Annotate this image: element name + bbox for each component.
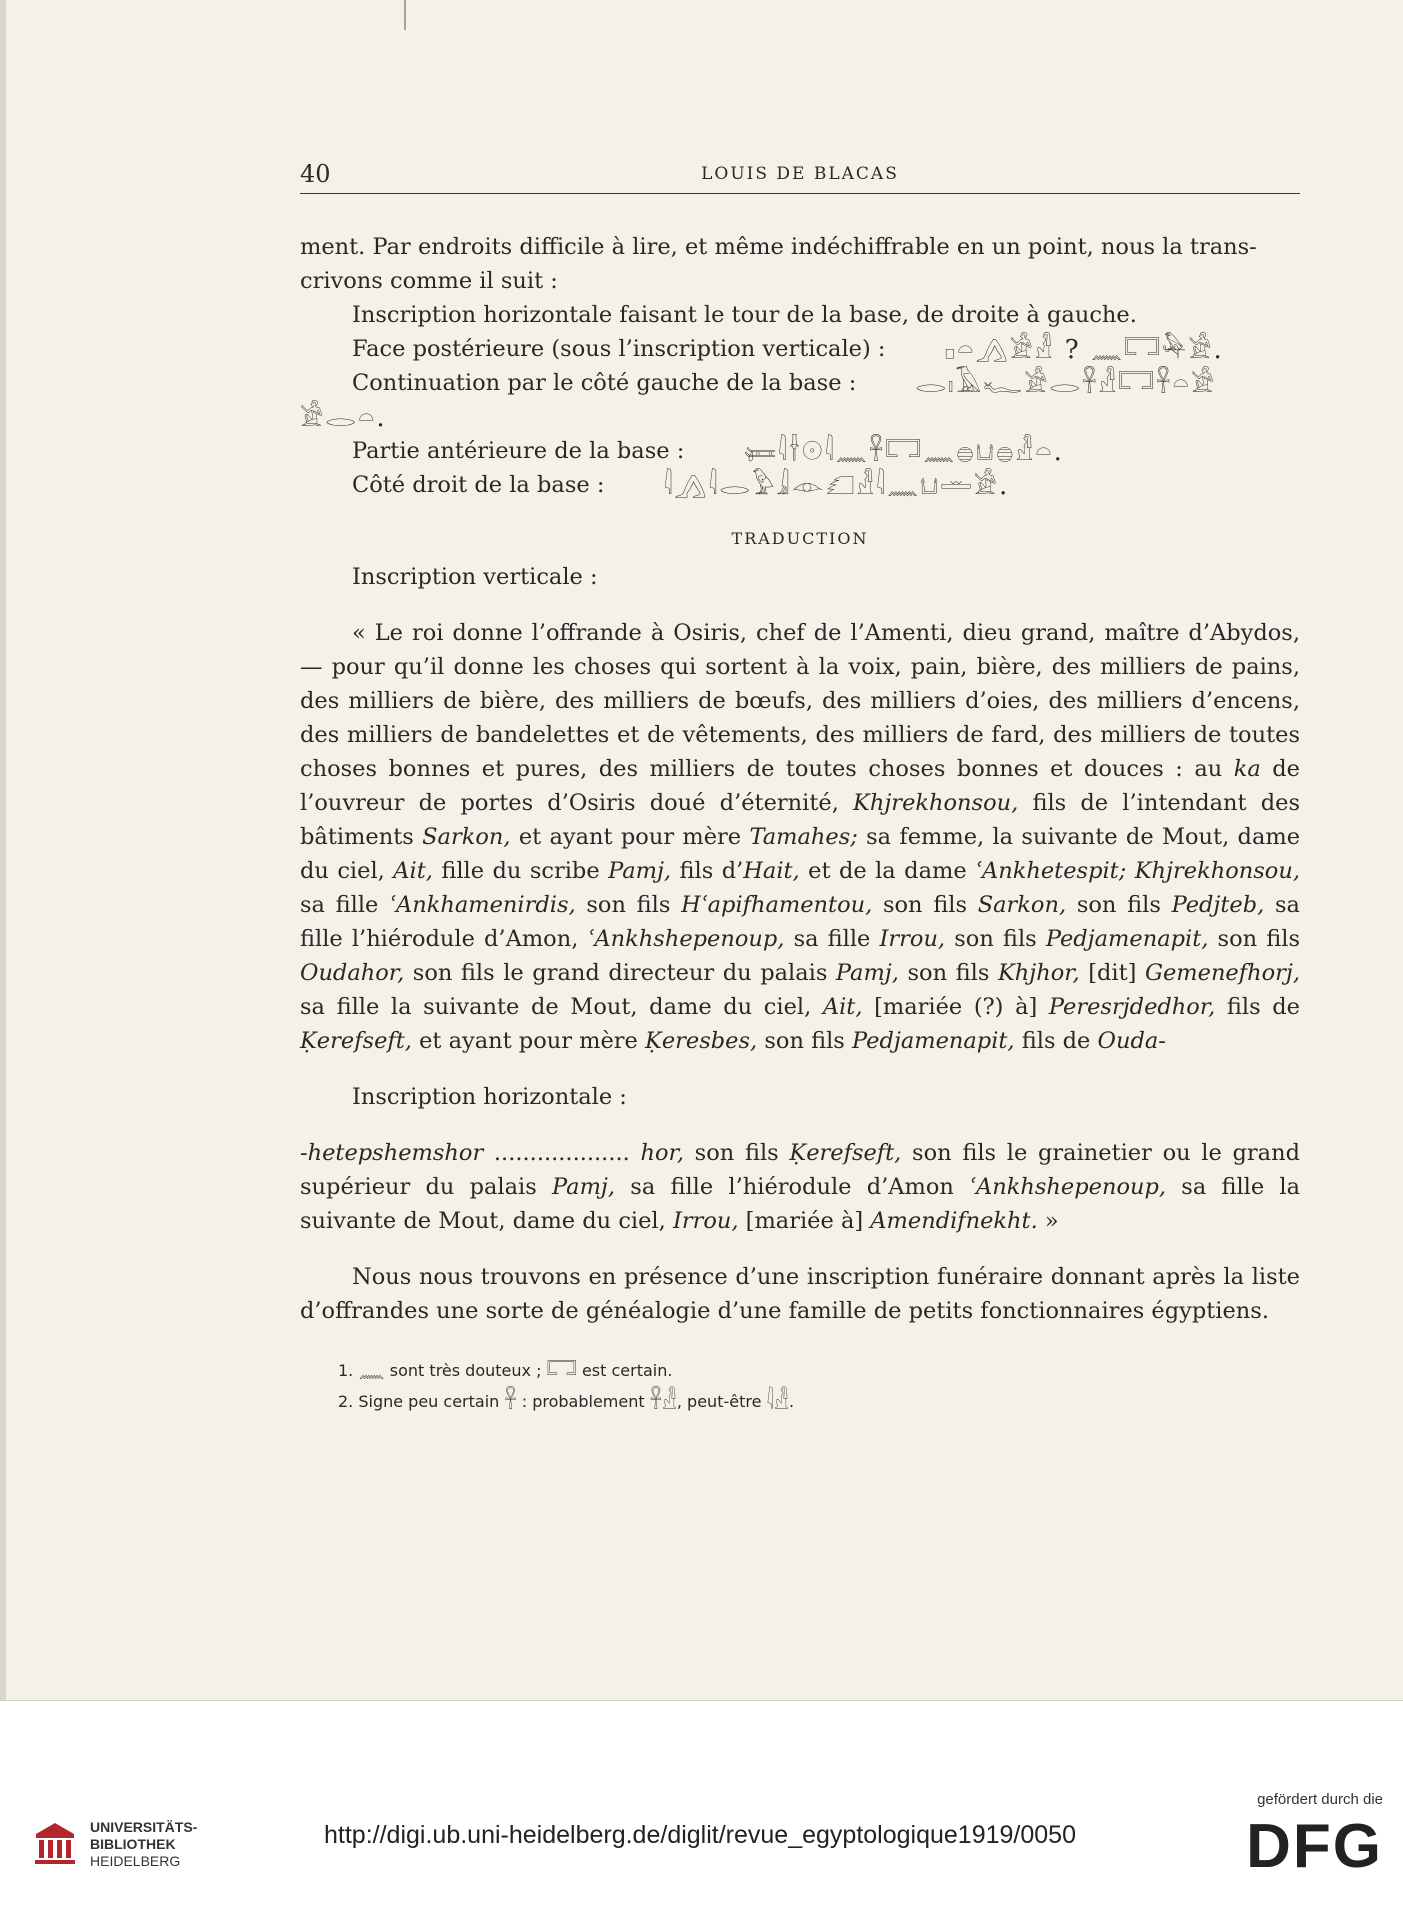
text-run: son fils [683,1140,790,1166]
header-rule [300,193,1300,194]
verticale-heading: Inscription verticale : [352,564,598,590]
person-name: Ait, [822,994,863,1020]
continuation-label: Continuation par le côté gauche de la base : [352,370,857,396]
dfg-logo[interactable]: DFG [1246,1812,1383,1881]
text-run: : probablement [516,1391,650,1411]
person-name: Pamj, [835,960,899,986]
intro-line-1: ment. Par endroits difficile à lire, et même indéchiffrable en un point, nous la trans- [300,234,1257,260]
anterieure-label: Partie antérieure de la base : [352,438,685,464]
hieroglyph-group: 𓇋𓂻𓇋𓂋𓅱𓇍𓁹𓆎𓁐𓇋𓈖𓂓𓏛𓀀. [663,471,1010,501]
page-edge [0,0,6,1700]
page-number: 40 [300,160,331,188]
person-name: ʿAnkhshepenoup, [587,926,785,952]
university-library-logo-icon[interactable] [30,1819,80,1869]
person-name: Khjhor, [997,960,1080,986]
text-run: et de la dame [799,858,976,884]
text-run: . [788,1391,795,1411]
text-run: fils de l’intendant des bâtiments [300,790,1300,850]
hieroglyph-sign: 𓇋𓁐 [766,1389,789,1414]
person-name: Hʿapifhamentou, [681,892,873,918]
permalink-url[interactable]: http://digi.ub.uni-heidelberg.de/diglit/revue_egyptologique1919/0050 [324,1821,1076,1849]
text-run: [dit] [1079,960,1145,986]
hieroglyph-sign: 𓋹𓁐 [649,1389,677,1414]
hieroglyph-group: 𓊪𓏏𓂻𓀀𓁐 ? 𓈖𓉐𓅆𓀀. [944,335,1224,365]
text-run: sa fille la suivante de Mout, dame du ciel, [300,1174,1301,1234]
person-name: Pamj, [608,858,672,884]
text-run: [mariée (?) à] [862,994,1049,1020]
text-run: sa fille l’hiérodule d’Amon, [300,892,1300,952]
binding-mark [404,0,406,30]
translation-paragraph [300,616,1300,1058]
continuation-tail [300,400,1300,434]
footnote-number: 2. [338,1391,354,1411]
person-name: -hetepshemshor [300,1140,484,1166]
hieroglyph-sign: 𓈖 [358,1358,385,1384]
footnote-2 [338,1387,1300,1418]
face-posterieure [300,332,1300,366]
text-run: sa fille [300,892,390,918]
inscription-heading: Inscription horizontale faisant le tour de la base, de droite à gauche. [352,302,1137,328]
text-run: sa fille la suivante de Mout, dame du ciel, [300,994,823,1020]
person-name: Irrou, [672,1208,739,1234]
text-run: son fils [575,892,682,918]
library-line: HEIDELBERG [90,1853,181,1869]
hieroglyph-sign: 𓉐 [546,1358,577,1384]
person-name: Pedjamenapit, [1045,926,1209,952]
text-run: est certain. [576,1361,673,1380]
text-run: son fils [1066,892,1172,918]
body-text [300,230,1300,1417]
text-run: de l’ouvreur de portes d’Osiris doué d’éternité, [300,756,1301,816]
person-name: Irrou, [879,926,946,952]
library-line: BIBLIOTHEK [90,1836,176,1852]
text-run: sa fille [784,926,880,952]
cote-droit [300,468,1300,502]
running-title: LOUIS DE BLACAS [701,164,899,184]
person-name: Hait, [743,858,800,884]
traduction-title: TRADUCTION [731,529,869,548]
person-name: Ḳeresbes, [645,1028,758,1054]
text-run: sa fille l’hiérodule d’Amon [615,1174,970,1200]
page-header [300,160,1300,190]
person-name: Khjrekhonsou, [853,790,1019,816]
text-run: fils de [1014,1028,1098,1054]
person-name: Peresrjdedhor, [1048,994,1216,1020]
text-run: [mariée à] [738,1208,871,1234]
text-run: sa femme, la suivante de Mout, dame du ciel, [300,824,1301,884]
hieroglyph-group: 𓀀𓂋𓏏. [300,403,387,433]
text-run: Signe peu certain [353,1391,505,1411]
text-run: et ayant pour mère [510,824,750,850]
viewer-footer [0,1700,1403,1909]
face-label: Face postérieure (sous l’inscription verticale) : [352,336,886,362]
person-name: Pamj, [552,1174,616,1200]
hieroglyph-sign: 𓋹 [504,1389,517,1414]
person-name: ʿAnkhamenirdis, [389,892,576,918]
footnote-1 [338,1356,1300,1387]
spacer [300,1058,1300,1080]
spacer [300,1238,1300,1260]
horizontale-heading: Inscription horizontale : [352,1084,627,1110]
text-run: « Le roi donne l’offrande à Osiris, chef de l’Amenti, dieu grand, maître d’Abydos, — pour qu’il donne les choses qui sortent à la voix, pain, bière, des milliers de pains, des milliers de bière, des milliers de bœufs, des milliers d’oies, des milliers d’encens, des milliers de bandelettes et de vêtements, des milliers de fard, des milliers de toutes choses bonnes et pures, des milliers de toutes choses bonnes et douces : au [300,620,1300,782]
person-name: Tamahes; [749,824,858,850]
person-name: Pedjamenapit, [852,1028,1015,1054]
text-run: et ayant pour mère [411,1028,646,1054]
text-run: sont très douteux ; [384,1361,547,1380]
intro-line-2: crivons comme il suit : [300,268,558,294]
person-name: ʿAnkhshepenoup, [969,1174,1167,1200]
person-name: Ḳerefseft, [300,1028,412,1054]
person-name: Pedjteb, [1171,892,1265,918]
text-run: fils de [1215,994,1300,1020]
text-run: fille du scribe [432,858,609,884]
text-run: » [1037,1208,1059,1234]
person-name: Amendifnekht. [870,1208,1038,1234]
spacer [300,594,1300,616]
person-name: Sarkon, [977,892,1067,918]
footnotes [300,1356,1300,1417]
library-name[interactable] [90,1819,197,1870]
funding-caption: gefördert durch die [1257,1791,1383,1808]
person-name: Gemenefhorj, [1145,960,1300,986]
library-line: UNIVERSITÄTS- [90,1819,198,1835]
person-name: hor, [640,1140,684,1166]
person-name: Khjrekhonsou, [1134,858,1300,884]
footnote-number: 1. [338,1361,354,1380]
spacer [300,1114,1300,1136]
horizontal-translation [300,1136,1300,1238]
text-run: son fils [945,926,1046,952]
ellipsis-dots: ................... [483,1140,641,1166]
person-name: Sarkon, [422,824,511,850]
text-run: son fils [757,1028,852,1054]
text-run: , peut-être [676,1391,767,1411]
hieroglyph-group: 𓂋𓏤𓄿𓆑𓀀𓂋𓋹𓁐𓉐𓋹𓏏𓀀 [915,369,1217,399]
person-name: Ait, [393,858,433,884]
person-name: Ouda- [1097,1028,1166,1054]
person-name: ʿAnkhetespit; [975,858,1127,884]
person-name: Oudahor, [300,960,405,986]
text-run: son fils [898,960,998,986]
conclusion-paragraph: Nous nous trouvons en présence d’une inscription funéraire donnant après la liste d’offrandes une sorte de généalogie d’une famille de petits fonctionnaires égyptiens. [300,1264,1300,1324]
hieroglyph-group: 𓍃𓇋𓌂𓇳𓇋𓈖𓋹𓉐𓈖𓐍𓂓𓐍𓁐𓏏. [743,437,1064,467]
person-name: Ḳerefseft, [789,1140,902,1166]
text-run: son fils le grainetier ou le grand supérieur du palais [300,1140,1300,1200]
text-run: son fils le grand directeur du palais [404,960,836,986]
italic-term: ka [1233,756,1261,782]
droit-label: Côté droit de la base : [352,472,605,498]
text-run: son fils [872,892,978,918]
partie-anterieure [300,434,1300,468]
text-run: fils d’ [671,858,744,884]
continuation [300,366,1300,400]
text-run: son fils [1208,926,1300,952]
